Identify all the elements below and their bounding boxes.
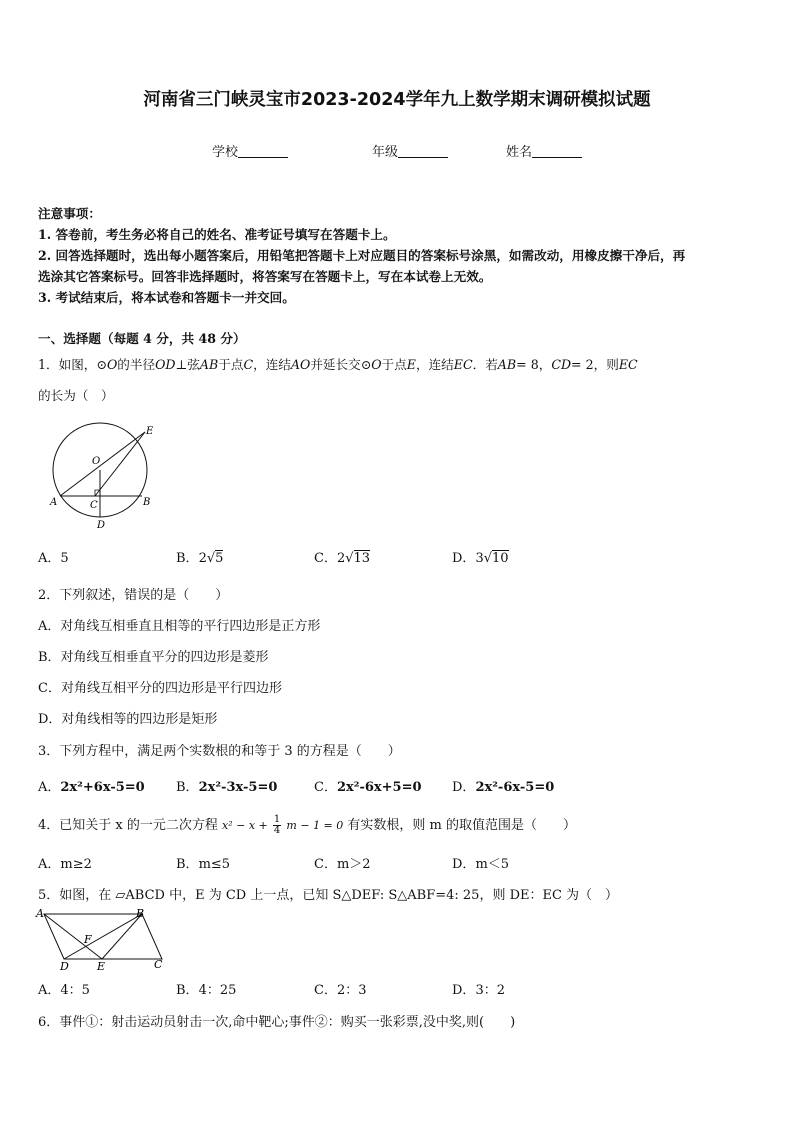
q5-label-d: D bbox=[60, 960, 69, 972]
q5-line-ae bbox=[44, 914, 102, 959]
q4-option-d-letter: D． bbox=[452, 857, 476, 872]
q5-option-a bbox=[38, 979, 90, 998]
q1-text-d: ，连结 bbox=[253, 357, 291, 372]
q1-option-c-coef: 2 bbox=[336, 551, 346, 566]
q1-sym-o2: O bbox=[371, 357, 382, 372]
q5-label-a: A bbox=[36, 907, 44, 920]
q3-option-c-letter: C． bbox=[314, 780, 337, 795]
sqrt-sign: √ bbox=[483, 551, 493, 566]
q5-line-be bbox=[102, 914, 142, 959]
q1-sym-od: OD bbox=[155, 357, 176, 372]
q1-option-d-radicand: 10 bbox=[492, 551, 509, 566]
q1-text-g: ，连结 bbox=[415, 357, 454, 372]
q3-option-c-text: 2x²-6x+5=0 bbox=[336, 780, 422, 795]
q1-eq1: = 8， bbox=[516, 357, 552, 372]
q5-label-b: B bbox=[136, 907, 145, 920]
q4-stem bbox=[38, 814, 576, 836]
q1-text-b: 的半径 bbox=[117, 357, 156, 372]
q1-sym-ao: AO bbox=[290, 357, 311, 372]
q1-option-b bbox=[176, 547, 223, 566]
q1-sym-ec: EC bbox=[453, 357, 473, 372]
q1-sym-o: O bbox=[106, 357, 118, 372]
q4-option-d-text: m＜5 bbox=[475, 857, 510, 872]
q5-option-b bbox=[176, 979, 236, 998]
q3-option-b bbox=[176, 776, 277, 795]
page-title: 河南省三门峡灵宝市2023-2024学年九上数学期末调研模拟试题 bbox=[143, 90, 651, 110]
q1-text-perp: ⊥弦 bbox=[175, 357, 200, 372]
q4-option-b-text: m≤5 bbox=[198, 857, 231, 872]
q1-option-c bbox=[314, 547, 370, 566]
q5-parallelogram-figure bbox=[34, 904, 170, 972]
q3-option-b-text: 2x²-3x-5=0 bbox=[198, 780, 278, 795]
q1-circle-figure bbox=[44, 420, 164, 532]
q2-option-c: C．对角线互相平分的四边形是平行四边形 bbox=[38, 681, 282, 696]
q3-option-b-letter: B． bbox=[176, 780, 199, 795]
q1-label-e: E bbox=[146, 426, 154, 437]
q1-label-o: O bbox=[92, 456, 101, 467]
q4-option-d bbox=[452, 853, 509, 872]
q4-frac-num: 1 bbox=[273, 814, 281, 825]
q4-option-b bbox=[176, 853, 230, 872]
q1-label-c: C bbox=[90, 500, 98, 511]
q1-text-e: 并延长交⊙ bbox=[310, 357, 372, 372]
q4-option-c bbox=[314, 853, 371, 872]
q4-option-b-letter: B． bbox=[176, 857, 199, 872]
school-label: 学校 bbox=[212, 145, 239, 160]
q3-option-d-letter: D． bbox=[452, 780, 476, 795]
q5-option-b-text: 4：25 bbox=[198, 983, 237, 998]
q1-label-d: D bbox=[97, 520, 106, 531]
section-heading: 一、选择题（每题 4 分，共 48 分） bbox=[38, 331, 246, 346]
q1-option-a-value: 5 bbox=[60, 551, 69, 566]
q3-option-a bbox=[38, 776, 145, 795]
grade-label: 年级 bbox=[372, 145, 399, 160]
q5-label-f: F bbox=[84, 933, 92, 946]
school-field bbox=[212, 141, 288, 160]
q4-option-a-letter: A． bbox=[38, 857, 61, 872]
q1-option-c-radicand: 13 bbox=[353, 551, 371, 566]
q3-stem: 3．下列方程中，满足两个实数根的和等于 3 的方程是（ ） bbox=[38, 744, 401, 759]
q5-option-a-text: 4：5 bbox=[60, 983, 90, 998]
school-blank bbox=[238, 144, 288, 158]
notice-item-2: 2. 回答选择题时，选出每小题答案后，用铅笔把答题卡上对应题目的答案标号涂黑，如需改动，用橡皮擦干净后，再 bbox=[38, 248, 686, 263]
q1-option-a bbox=[38, 547, 69, 566]
q1-stem bbox=[38, 354, 638, 373]
q4-option-c-text: m＞2 bbox=[336, 857, 371, 872]
name-field bbox=[506, 141, 582, 160]
q5-option-a-letter: A． bbox=[38, 983, 61, 998]
notice-heading: 注意事项： bbox=[38, 206, 101, 221]
q5-option-d bbox=[452, 979, 505, 998]
q1-eq2: = 2，则 bbox=[571, 357, 619, 372]
q4-text-pre: 4．已知关于 x 的一元二次方程 bbox=[38, 818, 218, 833]
q5-label-e: E bbox=[97, 960, 106, 972]
q1-text-f: 于点 bbox=[381, 357, 407, 372]
q1-sym-e: E bbox=[406, 357, 416, 372]
q1-label-b: B bbox=[143, 497, 151, 508]
q2-option-a: A．对角线互相垂直且相等的平行四边形是正方形 bbox=[38, 619, 321, 634]
q3-option-d-text: 2x²-6x-5=0 bbox=[475, 780, 555, 795]
grade-blank bbox=[398, 144, 448, 158]
q4-fraction bbox=[273, 815, 281, 836]
q4-frac-den: 4 bbox=[273, 825, 281, 836]
q5-option-d-text: 3：2 bbox=[475, 983, 505, 998]
q1-sym-cd: CD bbox=[551, 357, 572, 372]
q1-option-b-radicand: 5 bbox=[215, 551, 224, 566]
q3-option-a-text: 2x²+6x-5=0 bbox=[60, 780, 145, 795]
q1-option-d-letter: D． bbox=[452, 551, 476, 566]
q1-stem-cont: 的长为（ ） bbox=[38, 388, 114, 403]
q4-option-a bbox=[38, 853, 92, 872]
q5-stem: 5．如图，在 ▱ABCD 中，E 为 CD 上一点，已知 S△DEF: S△ABF=4: 25，则 DE：EC 为（ ） bbox=[38, 888, 619, 903]
notice-item-1: 1. 答卷前，考生务必将自己的姓名、准考证号填写在答题卡上。 bbox=[38, 227, 396, 242]
q1-option-d-coef: 3 bbox=[475, 551, 484, 566]
q1-text-c: 于点 bbox=[218, 357, 244, 372]
name-label: 姓名 bbox=[506, 145, 533, 160]
name-blank bbox=[532, 144, 582, 158]
q2-option-b: B．对角线互相垂直平分的四边形是菱形 bbox=[38, 650, 269, 665]
q5-line-bd bbox=[64, 914, 142, 959]
q3-option-c bbox=[314, 776, 422, 795]
q3-option-a-letter: A． bbox=[38, 780, 61, 795]
q1-option-b-coef: 2 bbox=[198, 551, 207, 566]
q4-option-a-text: m≥2 bbox=[60, 857, 92, 872]
q2-stem: 2．下列叙述，错误的是（ ） bbox=[38, 588, 229, 603]
q1-option-c-letter: C． bbox=[314, 551, 337, 566]
q5-option-d-letter: D． bbox=[452, 983, 476, 998]
q5-option-b-letter: B． bbox=[176, 983, 199, 998]
q5-label-c: C bbox=[154, 958, 163, 971]
q1-sym-ab: AB bbox=[199, 357, 219, 372]
q5-option-c bbox=[314, 979, 367, 998]
q4-option-c-letter: C． bbox=[314, 857, 337, 872]
q6-stem: 6．事件①：射击运动员射击一次,命中靶心;事件②：购买一张彩票,没中奖,则( ) bbox=[38, 1015, 516, 1030]
q2-option-d: D．对角线相等的四边形是矩形 bbox=[38, 712, 218, 727]
q1-text-h: ．若 bbox=[472, 357, 498, 372]
q1-sym-c: C bbox=[243, 357, 254, 372]
q4-eq-b: m − 1 = 0 bbox=[286, 819, 344, 832]
q1-option-d bbox=[452, 547, 509, 566]
notice-item-2-cont: 选涂其它答案标号。回答非选择题时，将答案写在答题卡上，写在本试卷上无效。 bbox=[38, 269, 492, 284]
q1-sym-ab2: AB bbox=[497, 357, 517, 372]
q1-sym-ec2: EC bbox=[618, 357, 638, 372]
q5-option-c-letter: C． bbox=[314, 983, 337, 998]
sqrt-sign: √ bbox=[206, 551, 216, 566]
q1-option-a-letter: A． bbox=[38, 551, 61, 566]
q4-eq-a: x² − x + bbox=[222, 819, 268, 832]
q5-option-c-text: 2：3 bbox=[336, 983, 367, 998]
q1-label-a: A bbox=[50, 497, 58, 508]
grade-field bbox=[372, 141, 448, 160]
q1-option-b-letter: B． bbox=[176, 551, 199, 566]
q3-option-d bbox=[452, 776, 554, 795]
q1-text-a: 1．如图，⊙ bbox=[38, 357, 107, 372]
sqrt-sign: √ bbox=[345, 551, 354, 566]
q4-text-post: 有实数根，则 m 的取值范围是（ ） bbox=[347, 818, 577, 833]
notice-item-3: 3. 考试结束后，将本试卷和答题卡一并交回。 bbox=[38, 290, 295, 305]
